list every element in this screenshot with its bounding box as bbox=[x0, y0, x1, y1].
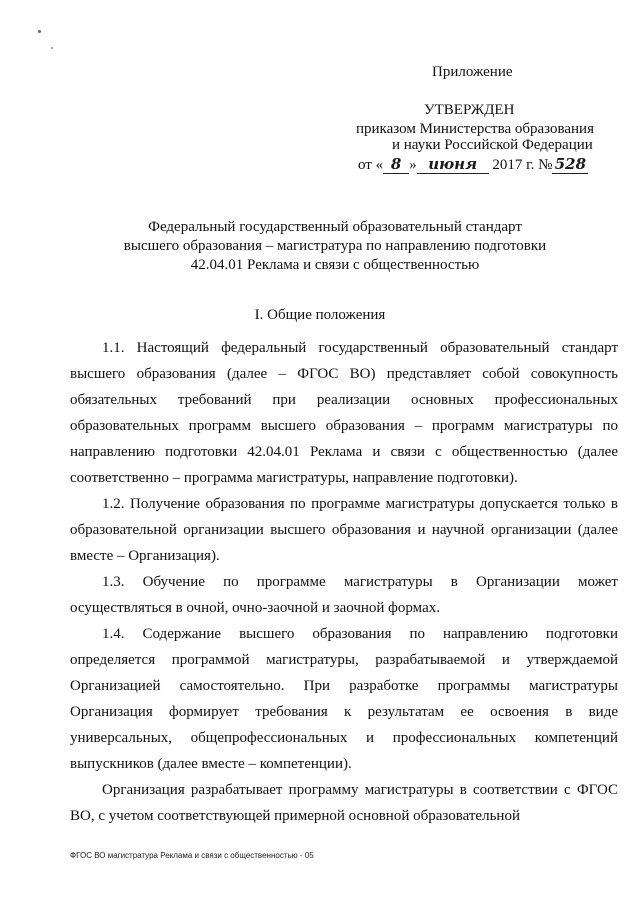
handwritten-month: июня bbox=[417, 155, 489, 174]
date-prefix: от « bbox=[358, 157, 384, 173]
year-number-label: 2017 г. № bbox=[492, 157, 553, 173]
handwritten-day: 8 bbox=[383, 155, 409, 174]
paragraph-1-1: 1.1. Настоящий федеральный государственный образовательный стандарт высшего образования (далее – ФГОС ВО) представляет собой совокупность обязательных требований при реализации основных профессиональных образовательных программ высшего образования – программ магистратуры по направлению подготовки 42.04.01 Реклама и связи с общественностью (далее соответственно – программа магистратуры, направление подготовки). bbox=[70, 340, 618, 486]
scan-speck bbox=[38, 30, 41, 33]
section-heading: I. Общие положения bbox=[254, 307, 386, 323]
page-footer: ФГОС ВО магистратура Реклама и связи с общественностью - 05 bbox=[70, 851, 314, 860]
document-title bbox=[80, 218, 590, 275]
order-date-line bbox=[358, 155, 588, 174]
paragraph-1-4: 1.4. Содержание высшего образования по направлению подготовки определяется программой магистратуры, разрабатываемой и утверждаемой Организацией самостоятельно. При разработке программы магистратуры Организация формирует требования к результатам ее освоения в виде универсальных, общепрофессиональных и профессиональных компетенций выпускников (далее вместе – компетенции). bbox=[70, 626, 618, 772]
title-line-2: высшего образования – магистратура по направлению подготовки bbox=[123, 238, 547, 254]
title-line-3: 42.04.01 Реклама и связи с общественностью bbox=[190, 257, 480, 273]
paragraph-1-3: 1.3. Обучение по программе магистратуры в Организации может осуществляться в очной, очно-заочной и заочной формах. bbox=[70, 574, 618, 616]
handwritten-order-number: 528 bbox=[552, 155, 588, 174]
date-close: » bbox=[409, 157, 417, 173]
appendix-label: Приложение bbox=[432, 64, 513, 80]
approved-label: УТВЕРЖДЕН bbox=[424, 102, 515, 118]
order-line-1: приказом Министерства образования bbox=[356, 121, 594, 137]
title-line-1: Федеральный государственный образовательный стандарт bbox=[148, 219, 522, 235]
scan-speck bbox=[51, 47, 53, 49]
paragraph-organization: Организация разрабатывает программу магистратуры в соответствии с ФГОС ВО, с учетом соответствующей примерной основной образовательной bbox=[70, 782, 618, 824]
order-line-2: и науки Российской Федерации bbox=[392, 137, 593, 153]
paragraph-1-2: 1.2. Получение образования по программе магистратуры допускается только в образовательной организации высшего образования и научной организации (далее вместе – Организация). bbox=[70, 496, 618, 564]
